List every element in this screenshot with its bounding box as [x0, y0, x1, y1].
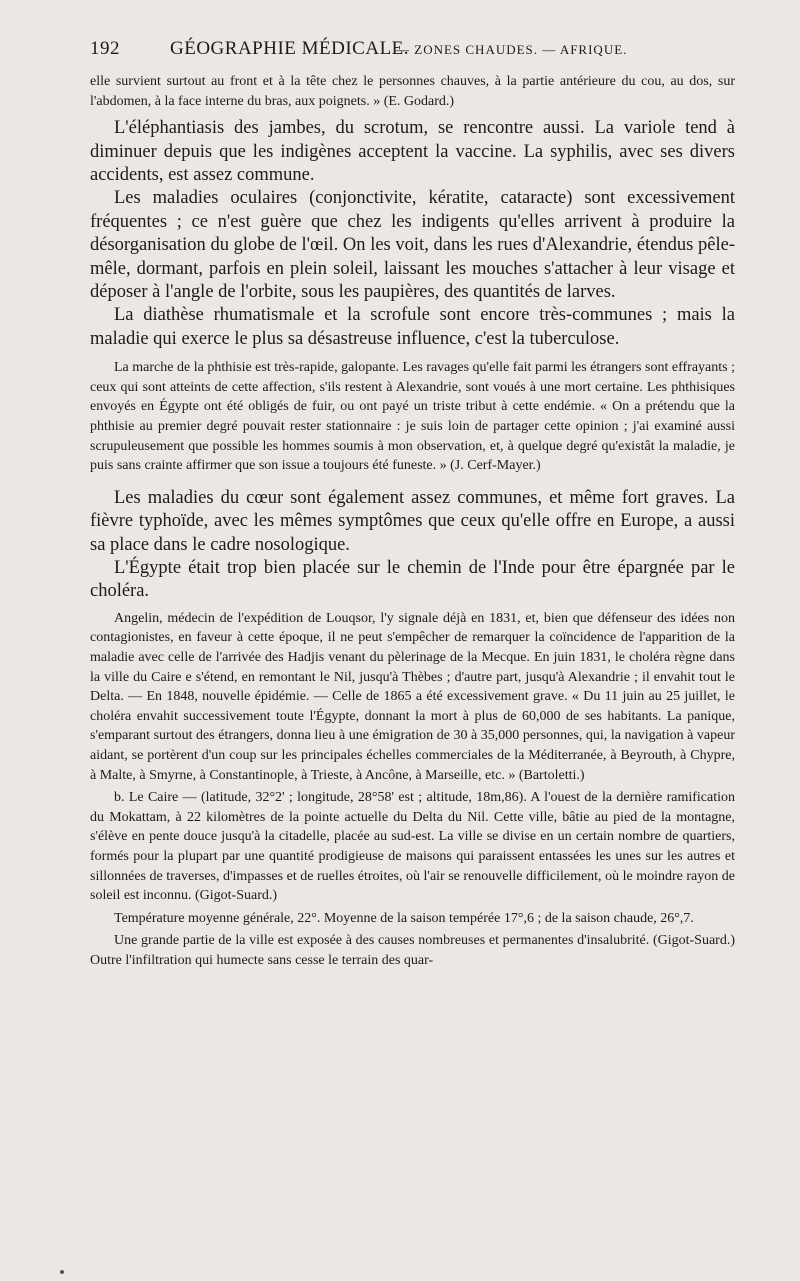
- paragraph-phthisis: La marche de la phthisie est très-rapide, galopante. Les ravages qu'elle fait parmi les étrangers sont effrayants ; ceux qui sont atteints de cette affection, s'ils restent à Alexandrie, sont voués à une mort certaine. Les phthisiques envoyés en Égypte ont été obligés de fuir, ou ont payé un triste tribut à cette endémie. « On a prétendu que la phthisie au premier degré pouvait rester stationnaire : je suis loin de partager cette opinion ; j'ai examiné aussi scrupuleusement que possible les hommes soumis à mon observation, et, à quelque degré qu'existât la maladie, je puis sans crainte affirmer que son issue a toujours été funeste. » (J. Cerf-Mayer.): [90, 360, 735, 474]
- paragraph-cholera-intro: L'Égypte était trop bien placée sur le chemin de l'Inde pour être épargnée par le choléra.: [90, 558, 735, 602]
- paragraph-cholera-history: Angelin, médecin de l'expédition de Louqsor, l'y signale déjà en 1831, et, bien que défenseur des idées non contagionistes, en faveur à cette époque, il ne peut s'empêcher de remarquer la coïncidence de l'apparition de la maladie avec celle de l'arrivée des Hadjis venant du pèlerinage de la Mecque. En juin 1831, le choléra règne dans la ville du Caire e s'étend, en remontant le Nil, jusqu'à Thèbes ; d'autre part, jusqu'à Alexandrie ; il envahit tout le Delta. — En 1848, nouvelle épidémie. — Celle de 1865 a été excessivement grave. « Du 11 juin au 25 juillet, le choléra envahit successivement toute l'Égypte, donnant la mort à plus de 60,000 de ses habitants. La panique, s'emparant surtout des étrangers, donna lieu à une émigration de 30 à 35,000 personnes, qui, la navigation à vapeur aidant, se portèrent d'un coup sur les principales échelles commerciales de la Méditerranée, à Beyrouth, à Chypre, à Malte, à Smyrne, à Constantinople, à Trieste, à Ancône, à Marseille, etc. » (Bartoletti.): [90, 610, 735, 783]
- paragraph-insalubrity: Une grande partie de la ville est exposée à des causes nombreuses et permanentes d'insalubrité. (Gigot-Suard.) Outre l'infiltration qui humecte sans cesse le terrain des quar-: [90, 933, 735, 968]
- paragraph-rheumatism: La diathèse rhumatismale et la scrofule sont encore très-communes ; mais la maladie qui exerce le plus sa désastreuse influence, c'est la tuberculose.: [90, 305, 735, 349]
- page-number: 192: [90, 38, 120, 59]
- paragraph-temperature: Température moyenne générale, 22°. Moyenne de la saison tempérée 17°,6 ; de la saison chaude, 26°,7.: [114, 910, 694, 926]
- running-title: GÉOGRAPHIE MÉDICALE.: [170, 38, 410, 59]
- paragraph-ocular-diseases: Les maladies oculaires (conjonctivite, kératite, cataracte) sont excessivement fréquentes ; ce n'est guère que chez les indigents qu'elles arrivent à produire la désorganisation du globe de l'œil. On les voit, dans les rues d'Alexandrie, étendus pêle-mêle, dormant, parfois en plein soleil, laissant les mouches s'attacher à leur visage et déposer à l'angle de l'orbite, sous les paupières, des quantités de larves.: [90, 188, 735, 303]
- page-body: [90, 72, 735, 971]
- running-subtitle: — ZONES CHAUDES. — AFRIQUE.: [396, 42, 628, 57]
- ink-speck: [60, 1270, 64, 1274]
- paragraph-continuation: elle survient surtout au front et à la tête chez le personnes chauves, à la partie antérieure du cou, au dos, sur l'abdomen, à la face interne du bras, aux poignets. » (E. Godard.): [90, 74, 735, 109]
- paragraph-elephantiasis: L'éléphantiasis des jambes, du scrotum, se rencontre aussi. La variole tend à diminuer depuis que les indigènes acceptent la vaccine. La syphilis, avec ses divers accidents, est assez commune.: [90, 118, 735, 185]
- running-header: [90, 38, 742, 68]
- paragraph-cairo: b. Le Caire — (latitude, 32°2' ; longitude, 28°58' est ; altitude, 18m,86). A l'ouest de la dernière ramification du Mokattam, à 22 kilomètres de la pointe actuelle du Delta du Nil. Cette ville, bâtie au pied de la montagne, s'élève en pente douce jusqu'à la citadelle, placée au sud-est. La ville se divise en un certain nombre de quartiers, formés pour la plupart par une quantité prodigieuse de maisons qui paraissent entassées les unes sur les autres et sillonnées de traverses, d'impasses et de ruelles étroites, où l'air se renouvelle difficilement, où le moindre rayon de soleil est inconnu. (Gigot-Suard.): [90, 790, 735, 904]
- paragraph-heart-diseases: Les maladies du cœur sont également assez communes, et même fort graves. La fièvre typhoïde, avec les mêmes symptômes que ceux qu'elle offre en Europe, a aussi sa place dans le cadre nosologique.: [90, 487, 735, 555]
